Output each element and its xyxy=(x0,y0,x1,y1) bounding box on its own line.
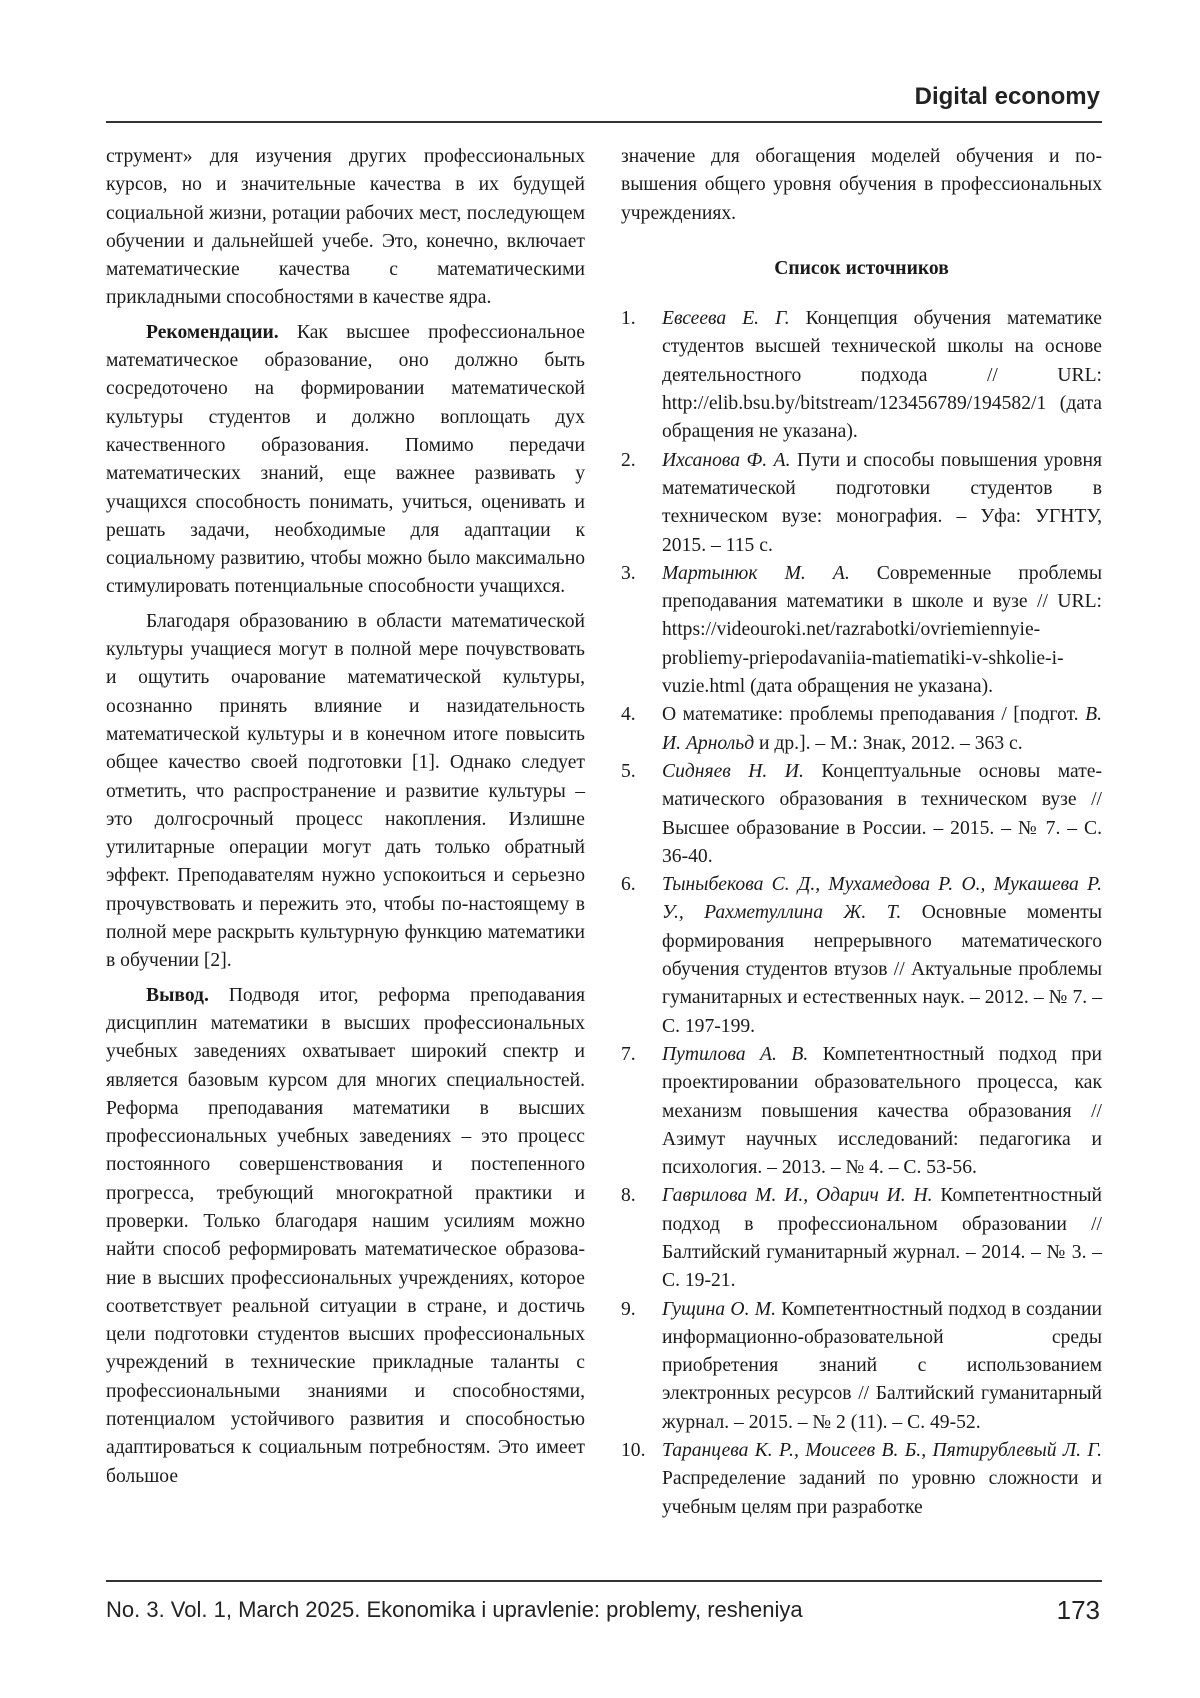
running-header: Digital economy xyxy=(914,83,1100,110)
reference-item: 5. Сидняев Н. И. Концептуальные основы математического образования в техническом вузе // Высшее образование в России. – 2015. – № 7. – С. 36-40. xyxy=(621,760,1103,867)
page-number: 173 xyxy=(1056,1595,1100,1625)
reference-item: 1. Евсеева Е. Г. Концепция обучения математике студентов высшей технической школы на основе деятельностного подхода // URL: http://elib.bsu.by/bitstream/123456789/194582/1 (дата обращения не указана). xyxy=(621,308,1102,443)
journal-citation: No. 3. Vol. 1, March 2025. Ekonomika i upravlenie: problemy, resheniya xyxy=(106,1597,803,1622)
reference-item: 8. Гаврилова М. И., Одарич И. Н. Компетентностный подход в профессиональном образовании // Балтийский гуманитарный журнал. – 2014. – № 3. – С. 19-21. xyxy=(621,1185,1102,1292)
references-list xyxy=(621,305,1102,1522)
conclusion-heading: Вывод. xyxy=(146,984,209,1006)
reference-item: 3. Мартынюк М. А. Современные проблемы преподавания математики в школе и вузе // URL: https://videouroki.net/razrabotki/ovriemiennyie-probliemy-priepodavaniia-matiematiki-v-shkolie-i-vuzie.html (дата обращения не указана). xyxy=(621,562,1103,698)
recommendations-text: Как высшее профессиональное математическое образование, оно должно быть сосредоточено на формировании математической культуры студентов и должно воплощать дух качественного образования. Помимо передачи математических знаний, еще важнее развивать у учащихся способность понимать, учиться, оценивать и решать задачи, необходимые для адаптации к социальному развитию, чтобы можно было максимально стимулировать потенциальные способности учащихся. xyxy=(106,321,585,598)
reference-item: 2. Ихсанова Ф. А. Пути и способы повышения уровня математической подготовки студентов в техническом вузе: монография. – Уфа: УГНТУ, 2015. – 115 с. xyxy=(621,449,1102,556)
reference-item: 7. Путилова А. В. Компетентностный подход при проектировании образовательного процесса, как механизм повышения качества образования // Азимут научных исследований: педагогика и психология. – 2013. – № 4. – С. 53-56. xyxy=(621,1043,1102,1179)
paragraph-recommendations xyxy=(106,319,585,602)
recommendations-heading: Рекомендации. xyxy=(146,321,279,343)
reference-item: 6. Тыныбекова С. Д., Мухамедова Р. О., Мукашева Р. У., Рахметуллина Ж. Т. Основные моменты формирования непрерывного математического обучения студентов втузов // Актуальные проблемы гуманитарных и естественных наук. – 2012. – № 7. – С. 197-199. xyxy=(621,874,1102,1037)
left-column xyxy=(106,143,585,1491)
reference-item: 4. О математике: проблемы преподавания / [подгот. В. И. Арнольд и др.]. – М.: Знак, 2012. – 363 с. xyxy=(621,704,1102,754)
header-rule xyxy=(106,121,1102,123)
right-column xyxy=(621,143,1102,1522)
reference-item: 9. Гущина О. М. Компетентностный подход в создании информационно-образовательной среды приобретения знаний с использованием электронных ресурсов // Балтийский гуманитарный журнал. – 2015. – № 2 (11). – С. 49-52. xyxy=(621,1298,1103,1433)
paragraph-culture: Благодаря образованию в области математической культуры учащиеся могут в полной мере почувствовать и ощутить очарование математической культуры, осознанно принять влияние и назидательность математической культуры и в конечном итоге повысить общее качество своей подготовки [1]. Однако следует отметить, что распространение и развитие культуры – это долгосрочный процесс накопления. Излишне утилитарные операции могут дать только обратный эффект. Преподавателям нужно успокоиться и серьезно прочувствовать и пережить это, чтобы по-настоящему в полной мере раскрыть культурную функцию математики в обучении [2]. xyxy=(106,610,585,972)
footer-rule xyxy=(106,1580,1102,1582)
references-title: Список источников xyxy=(774,257,949,279)
paragraph-intro: струмент» для изучения других профессиональных курсов, но и значительные качества в их будущей социальной жизни, ротации рабочих мест, последующем обучении и дальнейшей учебе. Это, конечно, включает математические качества с математическими прикладными способностями в качестве ядра. xyxy=(106,146,585,309)
paragraph-conclusion xyxy=(106,982,585,1491)
paragraph-continuation: значение для обогащения моделей обучения и повышения общего уровня обучения в профессиональных учреждениях. xyxy=(621,146,1102,224)
conclusion-text: Подводя итог, реформа преподавания дисциплин математики в высших профессиональных учебных заведениях охватывает широкий спектр и является базовым курсом для многих специальностей. Реформа преподавания математики в высших профессиональных учебных заведениях – это процесс постоянного совершенствования и постепенного прогресса, требующий многократной практики и проверки. Только благодаря нашим усилиям можно найти способ реформировать математическое образование в высших профессиональных учреждениях, которое соответствует реальной ситуации в стране, и достичь цели подготовки студентов высших профессиональных учреждений в технические прикладные таланты с профессиональными знаниями и способностями, потенциалом устойчивого развития и способностью адаптироваться к социальным потребностям. Это имеет большое xyxy=(106,984,585,1487)
reference-item: 10. Таранцева К. Р., Моисеев В. Б., Пятирублевый Л. Г. Распределение заданий по уровню сложности и учебным целям при разработке xyxy=(621,1440,1102,1518)
